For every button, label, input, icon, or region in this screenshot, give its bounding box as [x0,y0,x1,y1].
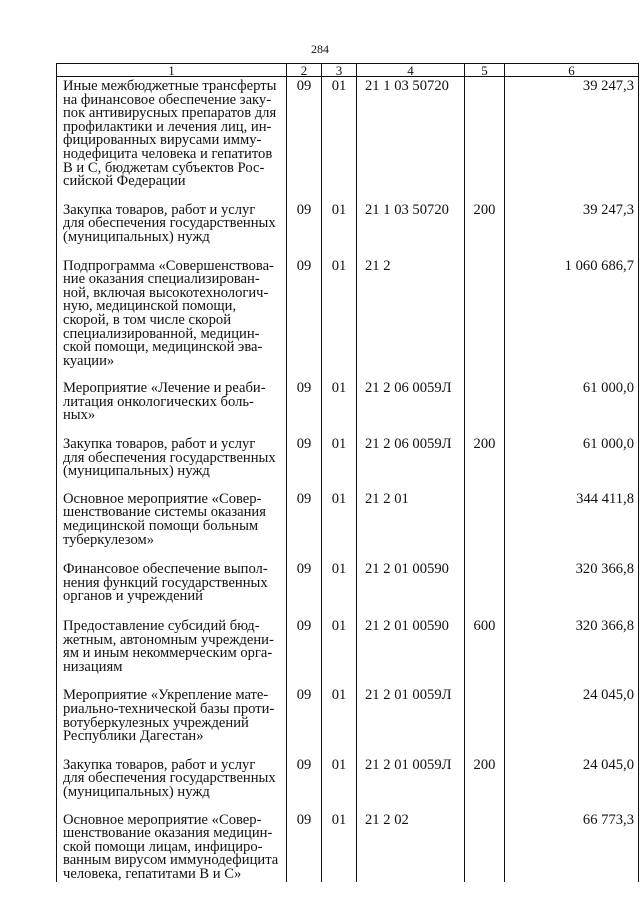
row-name-line: Финансовое обеспечение выпол- [63,561,268,578]
row-expense-type: 200 [465,204,505,260]
row-name-line: ние оказания специализирован- [63,271,260,288]
row-name-line: В и С, бюджетам субъектов Рос- [63,159,265,176]
row-name-line: ям и иным некоммерческим орга- [63,645,273,662]
row-expense-type: 200 [465,759,505,814]
row-expense-type [465,77,505,204]
table-row [57,563,639,620]
table-row [57,759,639,814]
budget-table [56,63,639,882]
row-subsection: 01 [322,689,357,758]
row-target-article: 21 2 02 [357,814,465,882]
row-subsection: 01 [322,204,357,260]
row-name-line: (муниципальных) нужд [63,463,210,480]
row-name-line: нения функций государственных [63,574,268,591]
row-name-line: Основное мероприятие «Совер- [63,490,262,507]
row-name-line: (муниципальных) нужд [63,783,210,800]
row-name-line: ных» [63,407,96,424]
row-name-line: Закупка товаров, работ и услуг [63,756,256,773]
row-section: 09 [287,438,322,493]
table-row [57,382,639,438]
row-target-article: 21 2 06 0059Л [357,438,465,493]
row-name-line: скорой, в том числе скорой [63,311,232,328]
row-name [57,689,287,758]
row-name-line: Мероприятие «Лечение и реаби- [63,380,266,397]
row-name-line: профилактики и лечения лиц, ин- [63,118,272,135]
row-name-line: Подпрограмма «Совершенствова- [63,257,274,274]
row-name [57,756,287,814]
row-name [57,563,287,620]
row-name [57,811,287,882]
row-subsection: 01 [322,493,357,563]
table-body [57,77,639,882]
row-amount: 61 000,0 [505,382,639,438]
row-name-line: Предоставление субсидий бюд- [63,618,260,634]
row-section: 09 [287,493,322,563]
row-name-line: Закупка товаров, работ и услуг [63,201,256,218]
row-name [57,77,287,204]
row-amount: 39 247,3 [505,204,639,260]
row-name-line: органов и учреждений [63,588,203,605]
row-expense-type: 200 [465,438,505,493]
table-row [57,438,639,493]
row-target-article: 21 2 01 00590 [357,563,465,620]
row-subsection: 01 [322,438,357,493]
column-header-3: 3 [322,64,357,77]
row-subsection: 01 [322,759,357,814]
table-row [57,77,639,204]
page-number: 284 [311,42,329,56]
row-amount: 24 045,0 [505,759,639,814]
row-expense-type [465,563,505,620]
row-name-line: ную, медицинской помощи, [63,298,237,315]
row-target-article: 21 2 01 [357,493,465,563]
row-subsection: 01 [322,77,357,204]
table-row [57,260,639,383]
row-target-article: 21 2 01 0059Л [357,689,465,758]
row-name-line: для обеспечения государственных [63,449,276,466]
row-name-line: ной, включая высокотехнологич- [63,284,269,301]
row-name-line: Основное мероприятие «Совер- [63,811,262,828]
row-target-article: 21 1 03 50720 [357,204,465,260]
row-section: 09 [287,382,322,438]
row-name-line: (муниципальных) нужд [63,228,210,245]
row-name-line: литация онкологических боль- [63,393,254,410]
row-subsection: 01 [322,563,357,620]
row-section: 09 [287,260,322,383]
column-header-6: 6 [505,64,639,77]
row-name-line: нодефицита человека и гепатитов [63,145,273,162]
row-name-line: Мероприятие «Укрепление мате- [63,687,269,704]
row-subsection: 01 [322,260,357,383]
row-name [57,620,287,689]
row-amount: 24 045,0 [505,689,639,758]
row-name-line: куации» [63,352,115,369]
row-name-line: Иные межбюджетные трансферты [63,78,277,94]
column-header-4: 4 [357,64,465,77]
row-name-line: человека, гепатитами В и С» [63,865,242,882]
row-expense-type [465,493,505,563]
row-target-article: 21 2 01 0059Л [357,759,465,814]
row-target-article: 21 2 06 0059Л [357,382,465,438]
row-subsection: 01 [322,620,357,689]
column-header-2: 2 [287,64,322,77]
row-section: 09 [287,563,322,620]
row-name-line: ванным вирусом иммунодефицита [63,852,279,869]
column-header-5: 5 [465,64,505,77]
row-name-line: риально-технической базы проти- [63,700,275,717]
table-row [57,493,639,563]
row-name-line: фицированных вирусами имму- [63,132,262,149]
row-section: 09 [287,689,322,758]
row-name [57,490,287,563]
row-name-line: пок антивирусных препаратов для [63,105,277,122]
row-expense-type [465,260,505,383]
table-row [57,204,639,260]
row-name-line: на финансовое обеспечение заку- [63,91,272,108]
row-name-line: сийской Федерации [63,173,186,190]
row-amount: 344 411,8 [505,493,639,563]
row-amount: 39 247,3 [505,77,639,204]
row-name-line: для обеспечения государственных [63,215,276,232]
row-name [57,382,287,438]
row-section: 09 [287,204,322,260]
table-row [57,620,639,689]
row-target-article: 21 2 01 00590 [357,620,465,689]
row-subsection: 01 [322,814,357,882]
row-amount: 320 366,8 [505,620,639,689]
row-name-line: Закупка товаров, работ и услуг [63,436,256,453]
row-name-line: низациям [63,658,123,675]
row-name [57,257,287,383]
column-header-1: 1 [57,64,287,77]
table-row [57,814,639,882]
row-section: 09 [287,814,322,882]
row-section: 09 [287,77,322,204]
row-target-article: 21 2 [357,260,465,383]
row-name [57,201,287,260]
row-amount: 61 000,0 [505,438,639,493]
row-name-line: для обеспечения государственных [63,770,276,787]
row-name-line: туберкулезом» [63,531,155,548]
row-expense-type: 600 [465,620,505,689]
table-row [57,689,639,758]
row-expense-type [465,814,505,882]
row-expense-type [465,382,505,438]
row-name-line: вотуберкулезных учреждений [63,714,249,731]
row-amount: 1 060 686,7 [505,260,639,383]
row-name [57,438,287,493]
row-target-article: 21 1 03 50720 [357,77,465,204]
row-name-line: жетным, автономным учреждени- [63,631,274,648]
row-name-line: шенствование оказания медицин- [63,825,273,842]
row-subsection: 01 [322,382,357,438]
table-header-row [57,64,639,77]
row-name-line: ской помощи, медицинской эва- [63,339,263,356]
row-name-line: ской помощи лицам, инфициро- [63,838,263,855]
row-name-line: Республики Дагестан» [63,728,204,745]
row-section: 09 [287,759,322,814]
row-name-line: специализированной, медицин- [63,325,260,342]
row-amount: 66 773,3 [505,814,639,882]
row-amount: 320 366,8 [505,563,639,620]
row-expense-type [465,689,505,758]
row-name-line: шенствование системы оказания [63,504,266,521]
row-section: 09 [287,620,322,689]
row-name-line: медицинской помощи больным [63,518,259,535]
